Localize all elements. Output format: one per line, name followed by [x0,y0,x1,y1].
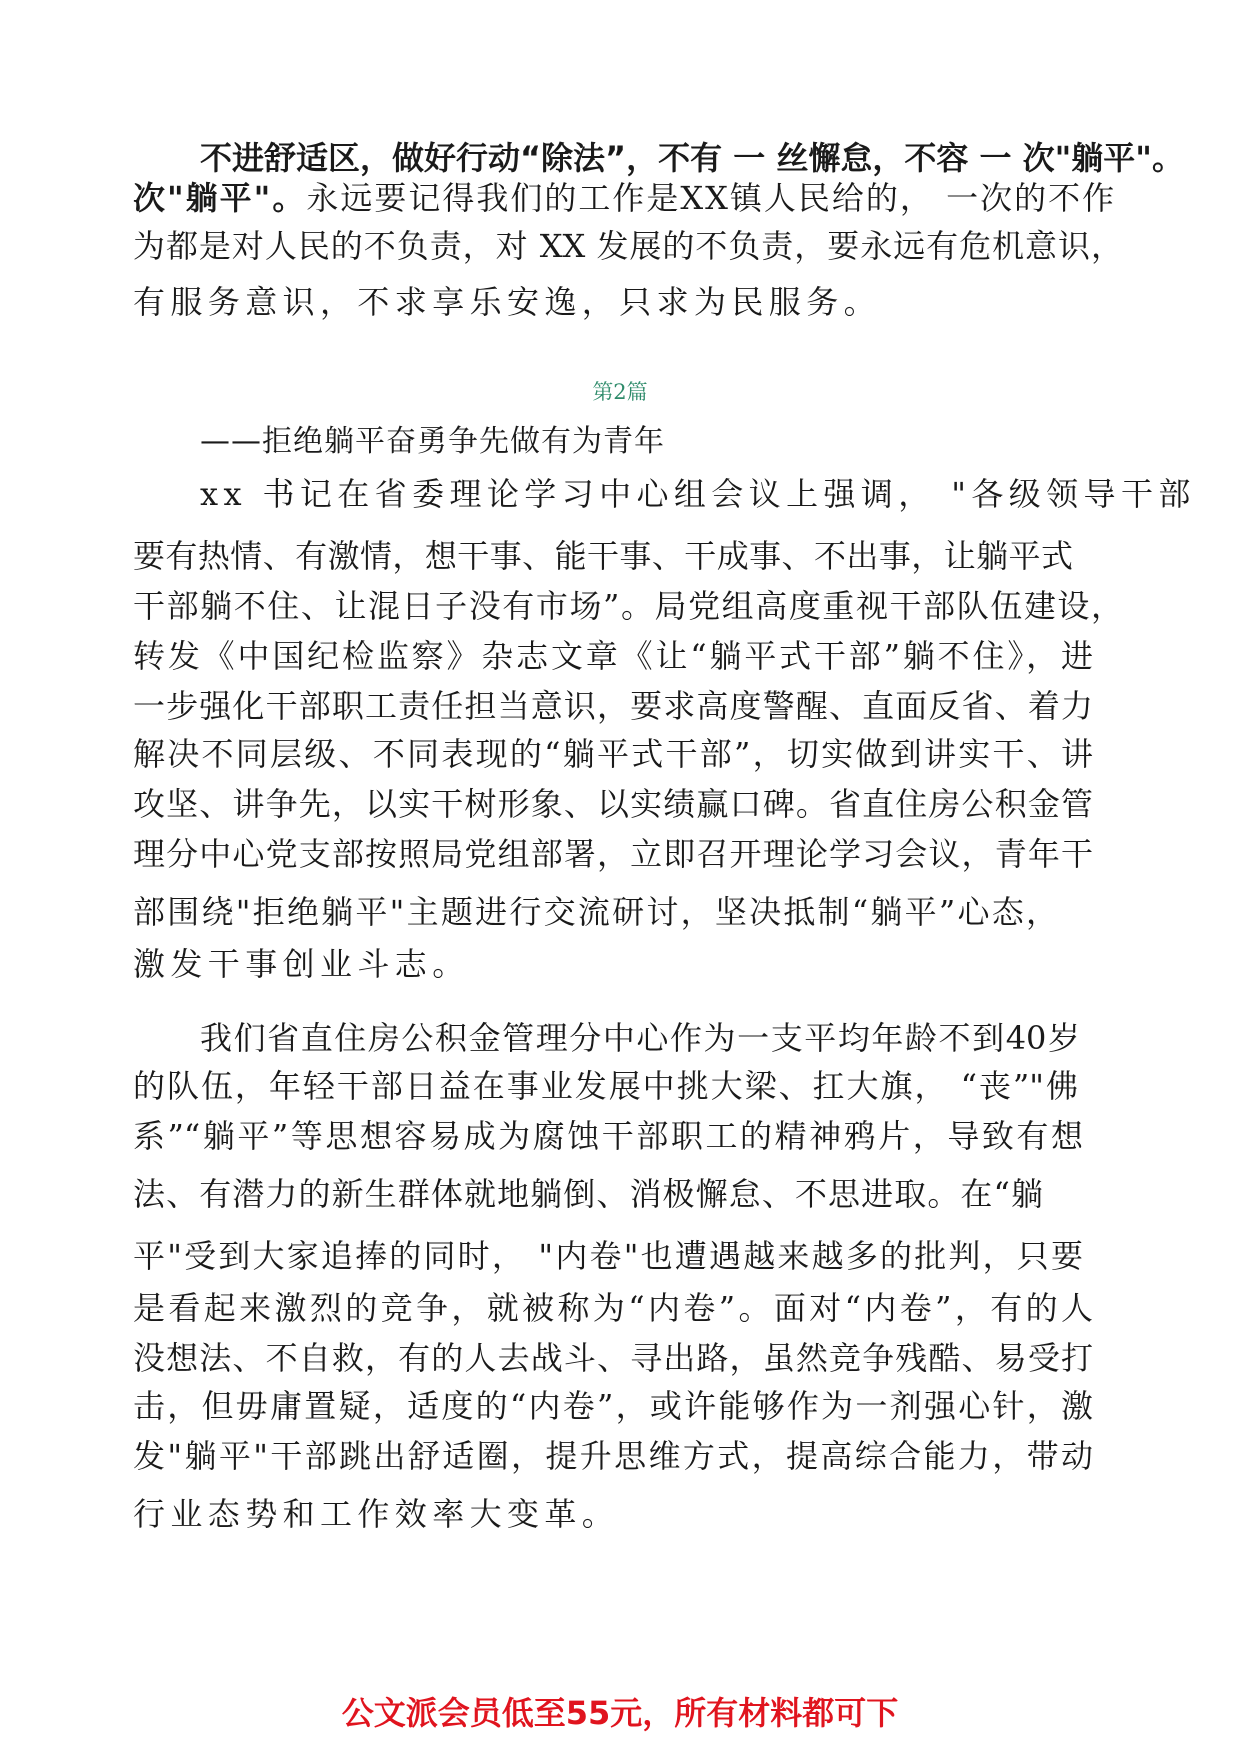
paragraph2-line-6: 解决不同层级、不同表现的“躺平式干部”，切实做到讲实干、讲 [133,735,1093,773]
paragraph1-line-1: 永远要记得我们的工作是XX镇人民给的， 一次的不作 [306,179,1117,217]
subtitle: ——拒绝躺平奋勇争先做有为青年 [200,424,665,459]
paragraph2-line-4: 转发《中国纪检监察》杂志文章《让“躺平式干部”躺不住》，进 [133,637,1093,675]
paragraph2-line-9: 部围绕"拒绝躺平"主题进行交流研讨，坚决抵制“躺平”心态， [133,893,1058,931]
paragraph2-line-10: 激发干事创业斗志。 [133,945,470,983]
promo-banner-text[interactable]: 公文派会员低至55元，所有材料都可下 [341,1694,899,1732]
paragraph3-line-1: 我们省直住房公积金管理分中心作为一支平均年龄不到40岁 [200,1019,1080,1057]
paragraph3-line-5: 平"受到大家追捧的同时， "内卷"也遭遇越来越多的批判，只要 [133,1237,1083,1275]
paragraph3-line-10: 行业态势和工作效率大变革。 [133,1495,620,1533]
paragraph3-line-2: 的队伍，年轻干部日益在事业发展中挑大梁、扛大旗， “丧”"佛 [133,1067,1078,1105]
section-heading: 第2篇 [592,380,648,404]
paragraph2-line-2: 要有热情、有激情，想干事、能干事、干成事、不出事，让躺平式 [133,537,1073,575]
paragraph3-line-6: 是看起来激烈的竞争，就被称为“内卷”。面对“内卷”，有的人 [133,1289,1093,1327]
paragraph2-line-1: xx 书记在省委理论学习中心组会议上强调， "各级领导干部 [200,475,1196,513]
paragraph2-line-5: 一步强化干部职工责任担当意识，要求高度警醒、直面反省、着力 [133,687,1093,725]
paragraph3-line-3: 系”“躺平”等思想容易成为腐蚀干部职工的精神鸦片，导致有想 [133,1117,1083,1155]
paragraph3-line-7: 没想法、不自救，有的人去战斗、寻出路，虽然竞争残酷、易受打 [133,1339,1093,1377]
paragraph3-line-8: 击，但毋庸置疑，适度的“内卷”，或许能够作为一剂强心针，激 [133,1387,1093,1425]
paragraph2-line-8: 理分中心党支部按照局党组部署，立即召开理论学习会议，青年干 [133,835,1093,873]
paragraph2-line-3: 干部躺不住、让混日子没有市场”。局党组高度重视干部队伍建设， [133,587,1123,625]
paragraph3-line-4: 法、有潜力的新生群体就地躺倒、消极懈怠、不思进取。在“躺 [133,1175,1043,1213]
paragraph3-line-9: 发"躺平"干部跳出舒适圈，提升思维方式，提高综合能力，带动 [133,1437,1093,1475]
paragraph1-lead: 不进舒适区，做好行动“除法”，不有 一 丝懈怠，不容 一 次"躺平"。 [200,139,1184,177]
paragraph2-line-7: 攻坚、讲争先，以实干树形象、以实绩赢口碑。省直住房公积金管 [133,785,1093,823]
paragraph1-line-2: 为都是对人民的不负责，对 XX 发展的不负责，要永远有危机意识， [133,227,1123,265]
paragraph1-line: 次"躺平"。永远要记得我们的工作是XX镇人民给的， 一次的不作 [133,179,1117,217]
paragraph1-line-3: 有服务意识，不求享乐安逸，只求为民服务。 [133,283,882,321]
